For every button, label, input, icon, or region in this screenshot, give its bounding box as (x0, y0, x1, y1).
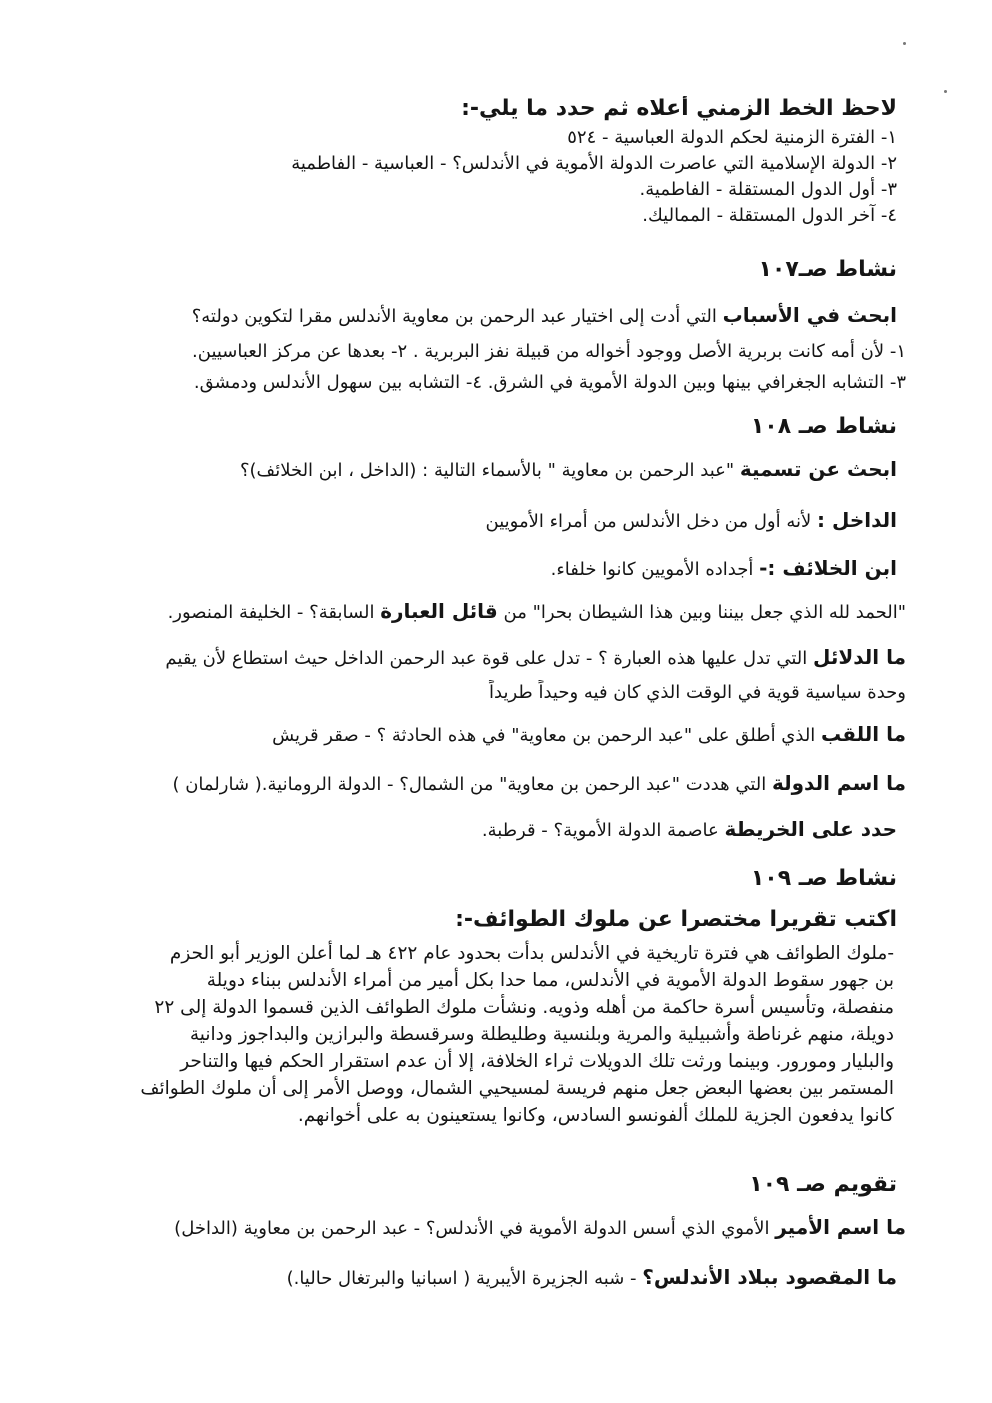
ibn-khalaif-answer (77, 555, 897, 583)
intro-heading: لاحظ الخط الزمني أعلاه ثم حدد ما يلي-: (461, 96, 897, 121)
question-keyword: ما المقصود ببلاد الأندلس؟ (642, 1265, 897, 1289)
answer-keyword: ابن الخلائف :- (759, 556, 897, 580)
question-text: عاصمة الدولة الأموية؟ - قرطبة. (481, 820, 725, 841)
question-text: الذي أطلق على "عبد الرحمن بن معاوية" في هذه الحادثة ؟ - صقر قريش (272, 725, 822, 746)
question-keyword: ما اللقب (821, 722, 906, 746)
report-line: دويلة، منهم غرناطة وأشبيلية والمرية وبلنسية وطليطلة وسرقسطة والبرازين والبداجوز ودانية (189, 1024, 894, 1045)
andalus-question (77, 1264, 897, 1292)
report-line: والبليار ومورور. وبينما ورثت تلك الدويلات ثراء الخلافة، إلا أن عدم استقرار الحكم فيها والتناحر (180, 1051, 894, 1072)
quote-question (26, 598, 906, 626)
question-text: التي هددت "عبد الرحمن بن معاوية" من الشمال؟ - الدولة الرومانية.( شارلمان ) (172, 774, 772, 795)
question-keyword: ما الدلائل (812, 645, 906, 669)
quote-text: "الحمد لله الذي جعل بيننا وبين هذا الشيطان بحرا" من (497, 602, 906, 623)
evidence-answer-continued: وحدة سياسية قوية في الوقت الذي كان فيه وحيداً طريداً (489, 682, 906, 703)
activity-109-title: نشاط صـ ١٠٩ (750, 866, 897, 891)
question-keyword: ما اسم الدولة (771, 771, 906, 795)
activity-107-title: نشاط صـ١٠٧ (758, 257, 897, 282)
intro-item-2: ٢- الدولة الإسلامية التي عاصرت الدولة الأموية في الأندلس؟ - العباسية - الفاطمية (291, 153, 897, 174)
map-question (77, 816, 897, 844)
question-keyword: ابحث عن تسمية (739, 457, 897, 481)
intro-item-4: ٤- آخر الدول المستقلة - المماليك. (642, 205, 897, 226)
answer-keyword: الداخل : (817, 508, 897, 532)
state-question (26, 770, 906, 798)
prince-question (26, 1214, 906, 1242)
intro-item-3: ٣- أول الدول المستقلة - الفاطمية. (639, 179, 897, 200)
scan-speck (903, 42, 906, 45)
question-keyword: ما اسم الأمير (775, 1215, 906, 1239)
evaluation-109-title: تقويم صـ ١٠٩ (749, 1172, 897, 1197)
activity-107-answer-1: ١- لأن أمه كانت بربرية الأصل ووجود أخواله من قبيلة نفز البربرية . ٢- بعدها عن مركز العباسيين. (192, 341, 906, 362)
activity-108-title: نشاط صـ ١٠٨ (750, 414, 897, 439)
question-text: "عبد الرحمن بن معاوية " بالأسماء التالية : (الداخل ، ابن الخلائف)؟ (239, 460, 740, 481)
report-line: منفصلة، وتأسيس أسرة حاكمة من أهله وذويه. ونشأت ملوك الطوائف الذين قسموا الدولة إلى ٢٢ (154, 997, 894, 1018)
activity-107-answer-2: ٣- التشابه الجغرافي بينها وبين الدولة الأموية في الشرق. ٤- التشابه بين سهول الأندلس ودمشق. (193, 372, 906, 393)
dakhil-answer (77, 507, 897, 535)
report-heading: اكتب تقريرا مختصرا عن ملوك الطوائف-: (455, 907, 897, 932)
report-line: -ملوك الطوائف هي فترة تاريخية في الأندلس بدأت بحدود عام ٤٢٢ هـ لما أعلن الوزير أبو الحزم (169, 943, 894, 964)
intro-item-1: ١- الفترة الزمنية لحكم الدولة العباسية - ٥٢٤ (567, 127, 897, 148)
report-line: كانوا يدفعون الجزية للملك ألفونسو السادس، وكانوا يستعينون به على أخوانهم. (297, 1105, 894, 1126)
naming-question (77, 456, 897, 484)
report-line: بن جهور سقوط الدولة الأموية في الأندلس، مما حدا بكل أمير من أمراء الأندلس ببناء دويلة (206, 970, 894, 991)
question-keyword: قائل العبارة (380, 599, 498, 623)
scan-speck (944, 90, 947, 93)
evidence-question (26, 644, 906, 672)
title-question (26, 721, 906, 749)
report-line: المستمر بين بعضها البعض جعل منهم فريسة لمسيحيي الشمال، ووصل الأمر إلى أن ملوك الطوائف (140, 1078, 894, 1099)
answer-text: أجداده الأمويين كانوا خلفاء. (550, 559, 760, 580)
question-text: التي تدل عليها هذه العبارة ؟ - تدل على قوة عبد الرحمن الداخل حيث استطاع لأن يقيم (165, 648, 813, 669)
question-text: - شبه الجزيرة الأيبرية ( اسبانيا والبرتغال حاليا.) (286, 1268, 643, 1289)
question-text: التي أدت إلى اختيار عبد الرحمن بن معاوية الأندلس مقرا لتكوين دولته؟ (191, 306, 723, 327)
report-paragraph (92, 940, 894, 1129)
answer-text: لأنه أول من دخل الأندلس من أمراء الأمويين (485, 511, 817, 532)
question-text: الأموي الذي أسس الدولة الأموية في الأندلس؟ - عبد الرحمن بن معاوية (الداخل) (174, 1218, 776, 1239)
question-text: السابقة؟ - الخليفة المنصور. (167, 602, 381, 623)
question-keyword: ابحث في الأسباب (722, 303, 897, 327)
question-keyword: حدد على الخريطة (724, 817, 897, 841)
activity-107-question (77, 302, 897, 330)
